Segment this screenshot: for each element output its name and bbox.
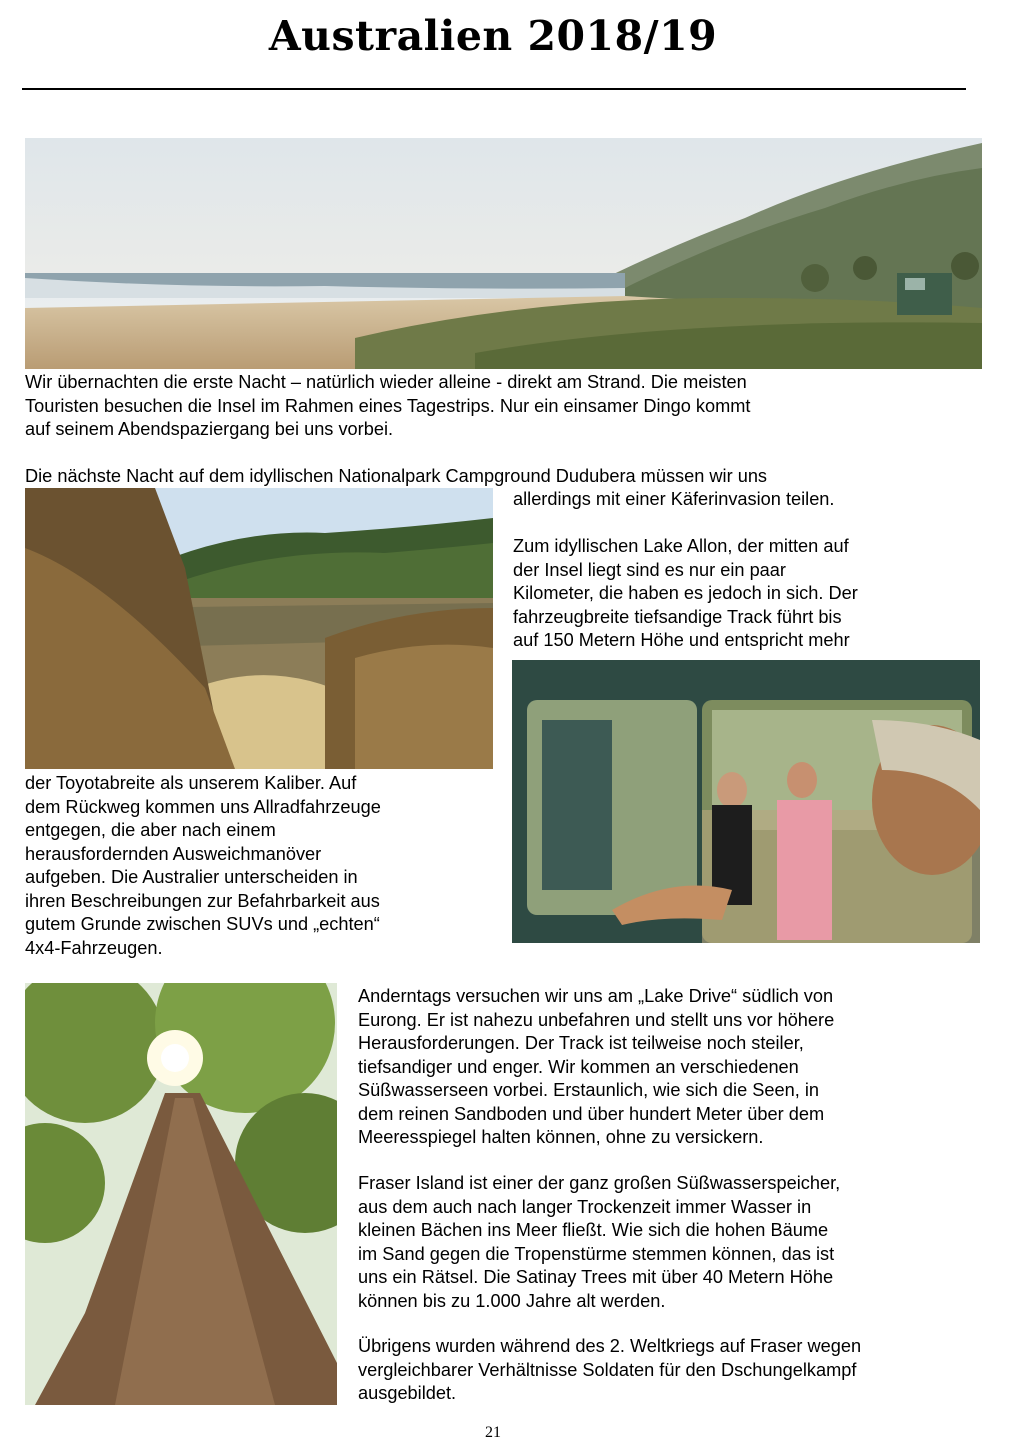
paragraph-line: vergleichbarer Verhältnisse Soldaten für den Dschungelkampf <box>358 1359 857 1380</box>
paragraph-line: Süßwasserseen vorbei. Erstaunlich, wie sich die Seen, in <box>358 1080 819 1100</box>
paragraph-line: dem reinen Sandboden und über hundert Meter über dem <box>358 1103 825 1124</box>
paragraph-line: Übrigens wurden während des 2. Weltkriegs auf Fraser wegen <box>358 1336 862 1356</box>
vehicle-window-photo <box>512 660 980 943</box>
paragraph-line: Wir übernachten die erste Nacht – natürlich wieder alleine - direkt am Strand. Die meisten <box>25 372 747 392</box>
paragraph-line: im Sand gegen die Tropenstürme stemmen können, das ist <box>358 1243 835 1264</box>
paragraph-line: kleinen Bächen ins Meer fließt. Wie sich die hohen Bäume <box>358 1220 829 1240</box>
paragraph-line: der Toyotabreite als unserem Kaliber. Auf <box>25 773 357 793</box>
paragraph-line: Herausforderungen. Der Track ist teilweise noch steiler, <box>358 1033 804 1053</box>
paragraph-line: auf seinem Abendspaziergang bei uns vorbei. <box>25 419 394 439</box>
paragraph-line: Die nächste Nacht auf dem idyllischen Nationalpark Campground Dudubera müssen wir uns <box>25 466 768 486</box>
paragraph-line: Anderntags versuchen wir uns am „Lake Drive“ südlich von <box>358 986 834 1006</box>
paragraph-line: Touristen besuchen die Insel im Rahmen eines Tagestrips. Nur ein einsamer Dingo kommt <box>25 395 751 416</box>
paragraph-line: entgegen, die aber nach einem <box>25 820 276 840</box>
paragraph-line: aufgeben. Die Australier unterscheiden in <box>25 867 358 887</box>
paragraph-line: Meeresspiegel halten können, ohne zu versickern. <box>358 1127 764 1147</box>
paragraph-line: dem Rückweg kommen uns Allradfahrzeuge <box>25 796 381 817</box>
lake-photo <box>25 488 493 769</box>
paragraph-line: auf 150 Metern Höhe und entspricht mehr <box>513 630 850 650</box>
paragraph-line: herausfordernden Ausweichmanöver <box>25 843 322 864</box>
paragraph-line: gutem Grunde zwischen SUVs und „echten“ <box>25 914 380 934</box>
paragraph-line: uns ein Rätsel. Die Satinay Trees mit über 40 Metern Höhe <box>358 1267 834 1287</box>
paragraph-line: können bis zu 1.000 Jahre alt werden. <box>358 1290 666 1311</box>
paragraph-line: tiefsandiger und enger. Wir kommen an verschiedenen <box>358 1056 799 1077</box>
paragraph-line: Eurong. Er ist nahezu unbefahren und stellt uns vor höhere <box>358 1009 835 1030</box>
paragraph-line: der Insel liegt sind es nur ein paar <box>513 559 786 580</box>
tree-photo <box>25 983 337 1405</box>
beach-photo <box>25 138 982 369</box>
paragraph-line: 4x4-Fahrzeugen. <box>25 937 163 958</box>
title-divider <box>22 88 966 90</box>
paragraph-line: ausgebildet. <box>358 1383 457 1403</box>
page-title: Australien 2018/19 <box>268 12 718 60</box>
page-number: 21 <box>485 1424 501 1441</box>
paragraph-line: Fraser Island ist einer der ganz großen Süßwasserspeicher, <box>358 1173 841 1193</box>
paragraph-line: fahrzeugbreite tiefsandige Track führt bis <box>513 606 842 627</box>
paragraph-line: ihren Beschreibungen zur Befahrbarkeit aus <box>25 890 380 911</box>
paragraph-line: allerdings mit einer Käferinvasion teilen. <box>513 489 835 509</box>
paragraph-line: Zum idyllischen Lake Allon, der mitten auf <box>513 536 849 556</box>
paragraph-line: aus dem auch nach langer Trockenzeit immer Wasser in <box>358 1196 812 1217</box>
paragraph-line: Kilometer, die haben es jedoch in sich. Der <box>513 583 858 603</box>
